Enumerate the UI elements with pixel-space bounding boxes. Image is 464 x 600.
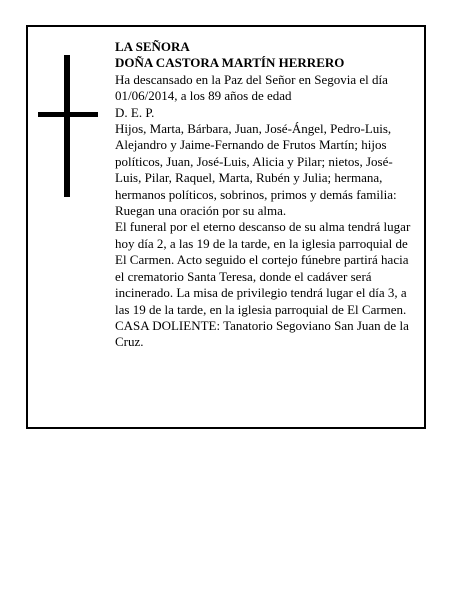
- passing-announcement: Ha descansado en la Paz del Señor en Segovia el día 01/06/2014, a los 89 años de edad: [115, 71, 388, 104]
- prayer-request: Ruegan una oración por su alma.: [115, 203, 287, 219]
- notice-body: [115, 39, 415, 351]
- family-list: Hijos, Marta, Bárbara, Juan, José-Ángel, Pedro-Luis, Alejandro y Jaime-Fernando de Frutos Martín; hijos políticos, Juan, José-Luis, Alicia y Pilar; nietos, José-Luis, Pilar, Raquel, Marta, Rubén y Julia; hermana, hermanos políticos, sobrinos, primos y demás familia:: [115, 121, 397, 202]
- obituary-notice: [26, 25, 426, 429]
- mourning-house: CASA DOLIENTE: Tanatorio Segoviano San Juan de la Cruz.: [115, 317, 409, 350]
- cross-vertical-bar: [64, 55, 70, 197]
- cross-icon: [38, 55, 98, 197]
- funeral-details: El funeral por el eterno descanso de su alma tendrá lugar hoy día 2, a las 19 de la tarde, en la iglesia parroquial de El Carmen. Acto seguido el cortejo fúnebre partirá hacia el crematorio Santa Teresa, donde el cadáver será incinerado. La misa de privilegio tendrá lugar el día 3, a las 19 de la tarde, en la iglesia parroquial de El Carmen.: [115, 219, 411, 317]
- rip-abbreviation: D. E. P.: [115, 104, 155, 120]
- title-line: LA SEÑORA: [115, 39, 190, 54]
- cross-horizontal-bar: [38, 112, 98, 117]
- deceased-name: DOÑA CASTORA MARTÍN HERRERO: [115, 55, 345, 71]
